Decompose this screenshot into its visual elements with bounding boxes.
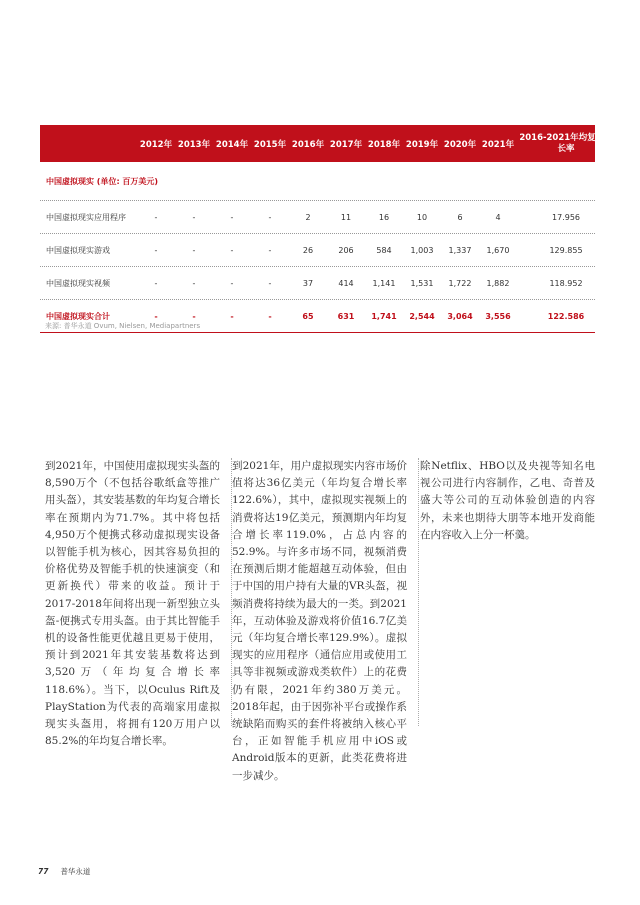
table-cell: - — [192, 311, 196, 321]
table-header-cell: 2016-2021年均复合增长率 — [519, 132, 613, 154]
table-cell: 2 — [305, 212, 311, 222]
paragraph: 到2021年，中国使用虚拟现实头盔的8,590万个（不包括谷歌纸盒等推广用头盔），其安装基数的年均复合增长率在预期内为71.7%。其中将包括4,950万个便携式移动虚拟现实设备以智能手机为核心，因其容易负担的价格优势及智能手机的快速演变（和更新换代）带来的收益。预计于2017-2018年间将出现一新型独立头盔-便携式专用头盔。由于其比智能手机的设备性能更优越且更易于使用，预计到2021年其安装基数将达到3,520万（年均复合增长率118.6%）。当下，以Oculus Rift及PlayStation为代表的高端家用虚拟现实头盔用，将拥有120万用户以85.2%的年均复合增长率。 — [45, 460, 220, 748]
table-cell: 1,531 — [410, 278, 434, 288]
table-section-title: 中国虚拟现实 (单位: 百万美元) — [40, 162, 595, 201]
page-footer — [38, 866, 90, 877]
data-table — [40, 125, 613, 333]
table-header-cell: 2018年 — [367, 139, 401, 150]
table-cell: 11 — [340, 212, 352, 222]
table-cell: - — [154, 278, 158, 288]
table-cell: - — [230, 212, 234, 222]
table-header-cell: 2017年 — [329, 139, 363, 150]
table-header-cell: 2021年 — [481, 139, 515, 150]
table-header-cell: 2015年 — [253, 139, 287, 150]
table-cell: 16 — [378, 212, 390, 222]
table-cell: 1,882 — [486, 278, 510, 288]
table-cell: - — [268, 212, 272, 222]
table-cell: - — [154, 245, 158, 255]
table-cell: - — [154, 212, 158, 222]
table-cell: 414 — [338, 278, 354, 288]
table-cell: - — [268, 311, 272, 321]
table-row — [40, 267, 595, 300]
body-column-2 — [232, 458, 407, 785]
table-cell: 129.855 — [549, 245, 583, 255]
table-header-cell: 2012年 — [139, 139, 173, 150]
body-column-3 — [420, 458, 595, 544]
publisher-name: 普华永道 — [60, 867, 91, 876]
table-cell: 206 — [338, 245, 354, 255]
body-column-1 — [45, 458, 220, 750]
table-header-cell: 2020年 — [443, 139, 477, 150]
table-cell: 1,670 — [486, 245, 510, 255]
column-divider — [418, 458, 419, 726]
table-header-cell: 2016年 — [291, 139, 325, 150]
row-label: 中国虚拟现实视频 — [46, 278, 110, 288]
table-source-note: 来源: 普华永道 Ovum, Nielsen, Mediapartners — [45, 322, 201, 330]
table-header-row — [40, 125, 613, 162]
table-header-cell: 2014年 — [215, 139, 249, 150]
table-cell: 118.952 — [549, 278, 583, 288]
table-cell: 2,544 — [409, 311, 435, 321]
table-row — [40, 234, 595, 267]
table-cell: 1,141 — [372, 278, 396, 288]
row-label: 中国虚拟现实合计 — [46, 311, 110, 321]
table-cell: - — [230, 245, 234, 255]
table-cell: 3,064 — [447, 311, 473, 321]
table-cell: - — [192, 278, 196, 288]
table-cell: 584 — [376, 245, 392, 255]
table-header-cell: 2013年 — [177, 139, 211, 150]
page-number: 77 — [38, 867, 49, 876]
table-cell: - — [268, 245, 272, 255]
table-cell: - — [154, 311, 158, 321]
table-cell: - — [230, 311, 234, 321]
table-cell: 26 — [302, 245, 314, 255]
table-cell: 631 — [337, 311, 355, 321]
table-cell: 10 — [416, 212, 428, 222]
table-cell: 1,741 — [371, 311, 397, 321]
table-cell: 1,722 — [448, 278, 472, 288]
table-cell: 17.956 — [552, 212, 580, 222]
table-cell: - — [192, 245, 196, 255]
paragraph: 除Netflix、HBO以及央视等知名电视公司进行内容制作，乙电、奇普及盛大等公司的互动体验创造的内容外，未来也期待大朋等本地开发商能在内容收入上分一杯羹。 — [420, 460, 595, 541]
table-header-cell: 2019年 — [405, 139, 439, 150]
table-cell: 4 — [495, 212, 501, 222]
table-cell: 3,556 — [485, 311, 511, 321]
table-cell: - — [230, 278, 234, 288]
table-cell: 122.586 — [547, 311, 585, 321]
table-cell: 1,003 — [410, 245, 434, 255]
table-cell: 37 — [302, 278, 314, 288]
table-cell: 6 — [457, 212, 463, 222]
table-cell: - — [192, 212, 196, 222]
table-cell: - — [268, 278, 272, 288]
table-row — [40, 201, 595, 234]
table-cell: 1,337 — [448, 245, 472, 255]
table-cell: 65 — [302, 311, 314, 321]
row-label: 中国虚拟现实应用程序 — [46, 212, 126, 222]
row-label: 中国虚拟现实游戏 — [46, 245, 110, 255]
paragraph: 到2021年，用户虚拟现实内容市场价值将达36亿美元（年均复合增长率122.6%），其中，虚拟现实视频上的消费将达19亿美元，预测期内年均复合增长率119.0%，占总内容的52.9%。与许多市场不同，视频消费在预测后期才能超越互动体验，但由于中国的用户持有大量的VR头盔，视频消费将持续为最大的一类。到2021年，互动体验及游戏将价值16.7亿美元（年均复合增长率129.9%）。虚拟现实的应用程序（通信应用或使用工具等非视频或游戏类软件）上的花费仍有限，2021年约380万美元。2018年起，由于因弥补平台或操作系统缺陷而购买的套件将被纳入核心平台，正如智能手机应用中iOS或Android版本的更新，此类花费将进一步减少。 — [232, 460, 407, 782]
